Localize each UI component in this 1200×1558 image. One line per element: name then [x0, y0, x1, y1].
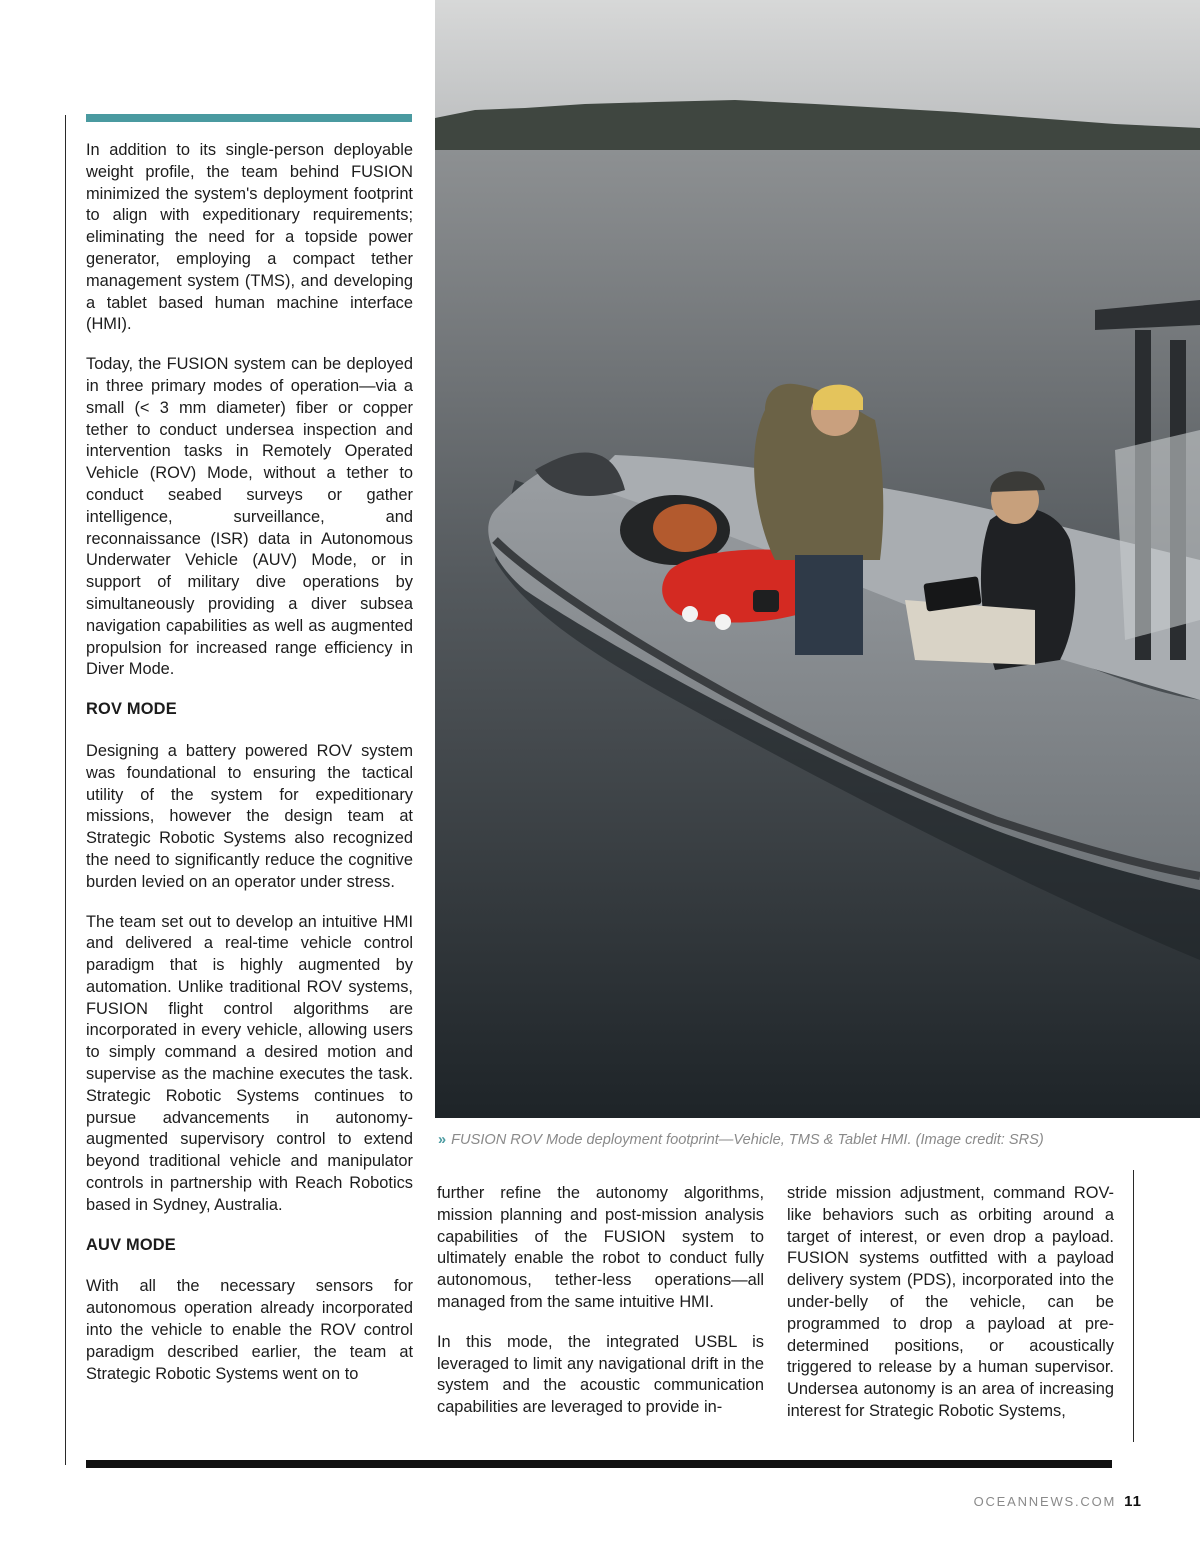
page-footer — [974, 1493, 1142, 1510]
caption-marker: » — [438, 1132, 447, 1148]
tms-tether-reel — [653, 504, 717, 552]
standing-operator-jeans — [795, 555, 863, 655]
paragraph: With all the necessary sensors for autonomous operation already incorporated into the vehicle to enable the ROV control paradigm described earlier, the team at Strategic Robotic Systems went on to — [86, 1277, 413, 1383]
footer-site-link[interactable]: OCEANNEWS.COM — [973, 1494, 1117, 1509]
paragraph: stride mission adjustment, command ROV-like behaviors such as orbiting around a target of interest, or even drop a payload. FUSION systems outfitted with a payload delivery system (PDS), incorporated into the under-belly of the vehicle, can be programmed to drop a payload at pre-determined positions, or acoustically triggered to release by a human supervisor. Undersea autonomy is an area of increasing interest for Strategic Robotic Systems, — [787, 1184, 1114, 1420]
paragraph: In addition to its single-person deployable weight profile, the team behind FUSION minimized the system's deployment footprint to align with expeditionary requirements; eliminating the need for a topside power generator, employing a compact tether management system (TMS), and developing a tablet based human machine interface (HMI). — [86, 141, 413, 334]
paragraph: In this mode, the integrated USBL is leveraged to limit any navigational drift in the system and the acoustic communication capabilities are leveraged to provide in- — [437, 1332, 764, 1417]
rov-light — [715, 614, 731, 630]
right-column-rule — [1133, 1170, 1134, 1442]
left-text-column — [86, 140, 413, 1403]
rov-light — [682, 606, 698, 622]
caption-text: FUSION ROV Mode deployment footprint—Vehicle, TMS & Tablet HMI. (Image credit: SRS) — [451, 1132, 1044, 1148]
section-heading-auv-mode: AUV MODE — [86, 1235, 176, 1254]
page-number: 11 — [1124, 1493, 1142, 1510]
left-column-rule — [65, 115, 66, 1465]
photo-caption — [438, 1132, 1198, 1148]
paragraph: The team set out to develop an intuitive HMI and delivered a real-time vehicle control paradigm that is highly augmented by automation. Unlike traditional ROV systems, FUSION flight control algorithms are incorporated in every vehicle, allowing users to simply command a desired motion and supervise as the machine executes the task. Strategic Robotic Systems continues to pursue advancements in autonomy-augmented supervisory control to extend beyond traditional vehicle and manipulator controls in partnership with Reach Robotics based in Sydney, Australia. — [86, 912, 413, 1214]
right-text-column — [787, 1183, 1114, 1423]
middle-text-column — [437, 1183, 764, 1437]
paragraph: Today, the FUSION system can be deployed in three primary modes of operation—via a small (< 3 mm diameter) fiber or copper tether to conduct undersea inspection and intervention tasks in Remotely Operated Vehicle (ROV) Mode, without a tether to conduct seabed surveys or gather intelligence, surveillance, and reconnaissance (ISR) data in Autonomous Underwater Vehicle (AUV) Mode, or in support of military dive operations by simultaneously providing a diver subsea navigation capabilities as well as augmented propulsion for increased range efficiency in Diver Mode. — [86, 355, 413, 679]
boat-rov-photo — [435, 0, 1200, 1118]
seated-operator-pants — [905, 600, 1035, 665]
footer-rule — [86, 1460, 1112, 1468]
paragraph: Designing a battery powered ROV system was foundational to ensuring the tactical utility of the system for expeditionary missions, however the design team at Strategic Robotic Systems also recognized the need to significantly reduce the cognitive burden levied on an operator under stress. — [86, 741, 413, 891]
paragraph: further refine the autonomy algorithms, mission planning and post-mission analysis capabilities of the FUSION system to ultimately enable the robot to conduct fully autonomous, tether-less operations—all managed from the same intuitive HMI. — [437, 1184, 764, 1311]
section-heading-rov-mode: ROV MODE — [86, 700, 177, 719]
section-accent-bar — [86, 114, 412, 122]
rov-thruster — [753, 590, 779, 612]
windshield — [1115, 430, 1200, 640]
